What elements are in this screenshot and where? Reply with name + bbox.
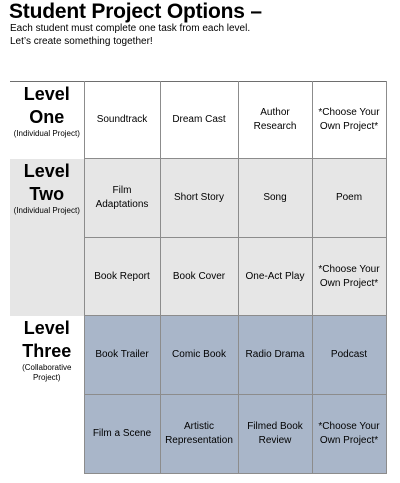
- level-number: Two: [29, 183, 65, 204]
- option-cell: Dream Cast: [160, 82, 238, 159]
- level-number: Three: [22, 340, 72, 361]
- option-cell: Radio Drama: [238, 316, 312, 395]
- level-note: (Individual Project): [13, 129, 80, 138]
- option-cell: *Choose Your Own Project*: [312, 82, 386, 159]
- option-cell: Filmed Book Review: [238, 395, 312, 474]
- table-row: [10, 316, 386, 395]
- level-word: Level: [23, 84, 70, 104]
- option-cell: *Choose Your Own Project*: [312, 395, 386, 474]
- option-cell: Poem: [312, 159, 386, 238]
- level-note: (Collaborative Project): [22, 362, 72, 382]
- project-options-table: [10, 81, 386, 474]
- option-cell: *Choose Your Own Project*: [312, 238, 386, 316]
- table-row: [10, 159, 386, 238]
- instruction-line: Let’s create something together!: [10, 36, 153, 47]
- instructions: [10, 22, 250, 48]
- page-title: Student Project Options –: [9, 0, 262, 23]
- option-cell: Book Trailer: [84, 316, 160, 395]
- level-one-label: [10, 82, 84, 159]
- option-cell: Book Cover: [160, 238, 238, 316]
- option-cell: Artistic Representation: [160, 395, 238, 474]
- table-row: [10, 82, 386, 159]
- level-two-label: [10, 159, 84, 316]
- option-cell: Podcast: [312, 316, 386, 395]
- option-cell: Book Report: [84, 238, 160, 316]
- option-cell: Film Adaptations: [84, 159, 160, 238]
- option-cell: Soundtrack: [84, 82, 160, 159]
- option-cell: Comic Book: [160, 316, 238, 395]
- option-cell: One-Act Play: [238, 238, 312, 316]
- level-word: Level: [23, 160, 70, 181]
- level-note: (Individual Project): [13, 205, 80, 215]
- level-word: Level: [23, 317, 70, 338]
- instruction-line: Each student must complete one task from each level.: [10, 23, 251, 34]
- option-cell: Author Research: [238, 82, 312, 159]
- option-cell: Short Story: [160, 159, 238, 238]
- option-cell: Film a Scene: [84, 395, 160, 474]
- option-cell: Song: [238, 159, 312, 238]
- level-three-label: [10, 316, 84, 474]
- level-number: One: [29, 107, 65, 127]
